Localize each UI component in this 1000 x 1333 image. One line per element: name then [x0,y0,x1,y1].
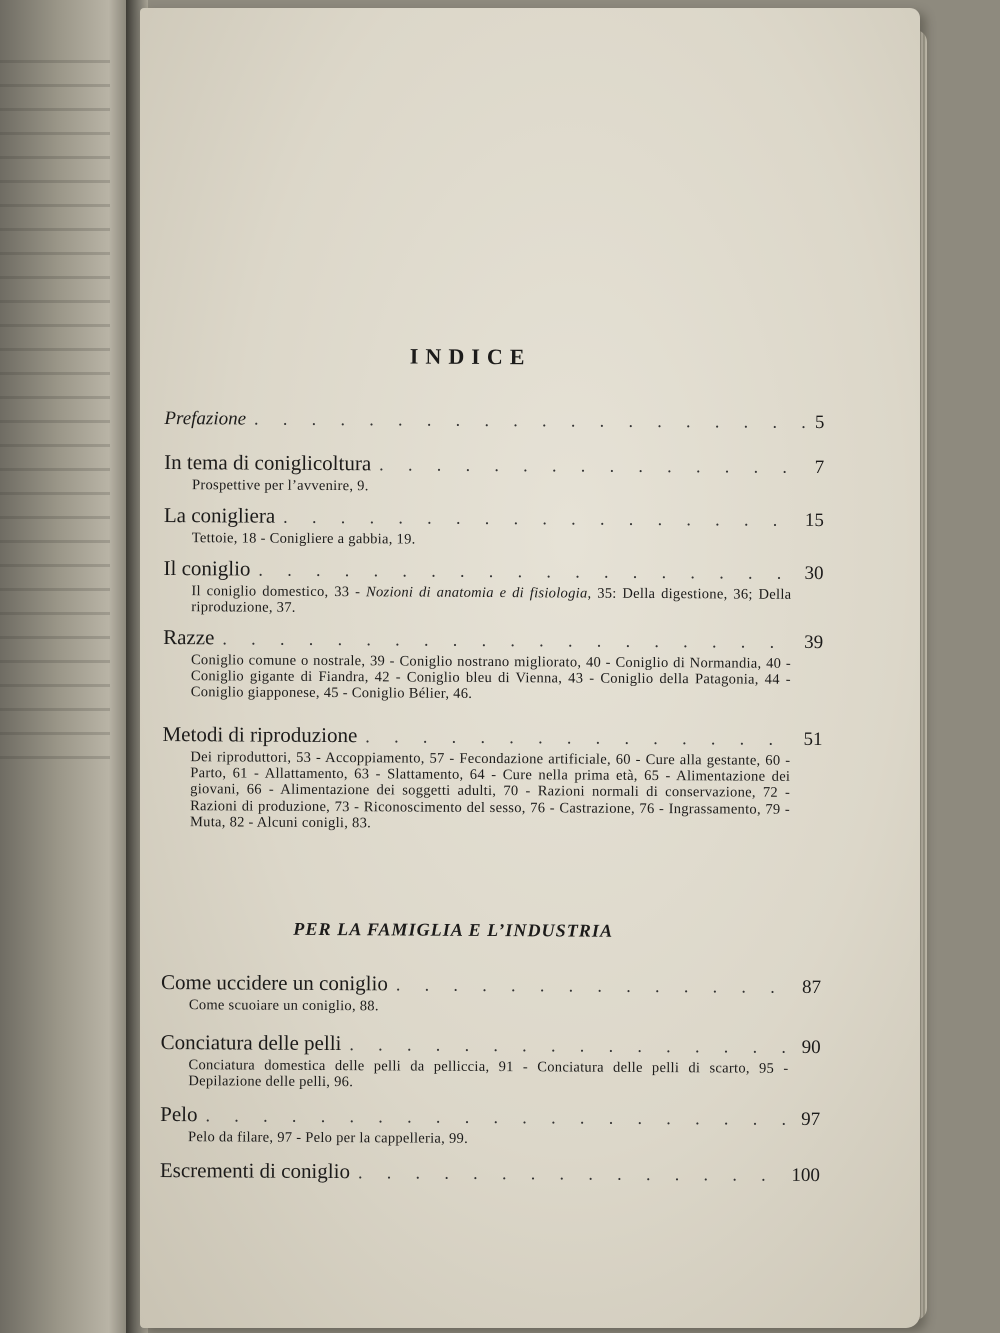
entry-title: Metodi di riproduzione [162,721,358,748]
entry-subtopics [190,749,790,834]
dot-leader [205,1105,793,1130]
entry-title: Prefazione [164,407,247,430]
dot-leader [396,974,794,997]
entry-page-number: 30 [804,562,824,585]
subtopic-text: Conciatura domestica delle pelli da pelliccia, 91 - Conciatura delle pelli di scarto, 95 - Depilazione delle pelli, 96. [188,1057,789,1091]
entry-title: Il coniglio [163,555,251,581]
entry-page-number: 97 [801,1108,821,1131]
entry-page-number: 15 [804,509,824,532]
toc-entry-coniglio [163,556,823,619]
toc-entry-conciatura [160,1030,820,1093]
entry-title: Escrementi di coniglio [159,1157,351,1184]
toc-entry-prefazione [164,408,824,434]
entry-page-number: 90 [801,1036,821,1059]
entry-subtopics [191,583,791,619]
toc-entry-coniglicoltura [164,450,824,497]
subtopic-text: , 35: Della digestione, 36; Della riproduzione, 37. [191,585,792,617]
toc-entry-conigliera [164,503,824,550]
entry-page-number: 39 [804,631,824,654]
dot-leader [365,726,795,750]
entry-page-number: 7 [814,456,825,479]
dot-leader [222,628,796,653]
entry-subtopics [188,1057,788,1093]
index-heading: INDICE [409,343,532,370]
entry-title: In tema di coniglicoltura [164,449,372,476]
entry-title: Pelo [160,1101,198,1127]
toc-entry-come-uccidere [161,970,821,1017]
entry-title: Conciatura delle pelli [160,1029,342,1056]
dot-leader [258,560,796,584]
entry-page-number: 100 [791,1164,820,1187]
subtopic-text: Come scuoiare un coniglio, 88. [188,997,379,1015]
dot-leader [358,1162,783,1186]
subtopic-text: Il coniglio domestico, 33 - [191,583,367,601]
dot-leader [283,507,797,531]
left-page-text-shadow [0,60,110,780]
entry-page-number: 51 [803,728,823,751]
section-heading: PER LA FAMIGLIA E L’INDUSTRIA [293,918,614,941]
subtopic-text: Dei riproduttori, 53 - Accoppiamento, 57 - Fecondazione artificiale, 60 - Cure alla gestante, 60 - Parto, 61 - Allattamento, 63 - Slattamento, 64 - Cure nella prima età, 65 - Alimentazione dei giovani, 66 - Alimentazione dei soggetti adulti, 70 - Razioni normali di conservazione, 72 - Razioni di produzione, 73 - Riconoscimento del sesso, 76 - Castrazione, 76 - Ingrassamento, 79 - Muta, 82 - Alcuni conigli, 83. [189,749,791,832]
entry-title: Razze [163,624,215,650]
toc-entry-pelo [160,1102,820,1149]
toc-entry-escrementi [160,1158,820,1187]
dot-leader [349,1034,793,1058]
toc-entry-metodi-di-riproduzione [162,722,823,834]
entry-title: Come uccidere un coniglio [160,969,388,996]
entry-subtopics [191,652,791,704]
subtopic-text: Pelo da filare, 97 - Pelo per la cappelleria, 99. [188,1129,469,1147]
subtopic-text: Prospettive per l’avvenire, 9. [192,477,369,495]
entry-page-number: 5 [814,411,825,434]
subtopic-text-italic: Nozioni di anatomia e di fisiologia [366,584,588,602]
left-page [0,0,145,1333]
dot-leader [254,409,807,433]
subtopic-text: Tettoie, 18 - Conigliere a gabbia, 19. [191,530,416,548]
dot-leader [379,454,807,478]
entry-title: La conigliera [163,502,276,528]
toc-entry-razze [163,625,823,705]
subtopic-text: Coniglio comune o nostrale, 39 - Coniglio nostrano migliorato, 40 - Coniglio di Normandia, 40 - Coniglio gigante di Fiandra, 42 - Coniglio bleu di Vienna, 43 - Coniglio della Patagonia, 44 - Coniglio giapponese, 45 - Coniglio Bélier, 46. [190,652,792,703]
entry-page-number: 87 [801,976,822,999]
